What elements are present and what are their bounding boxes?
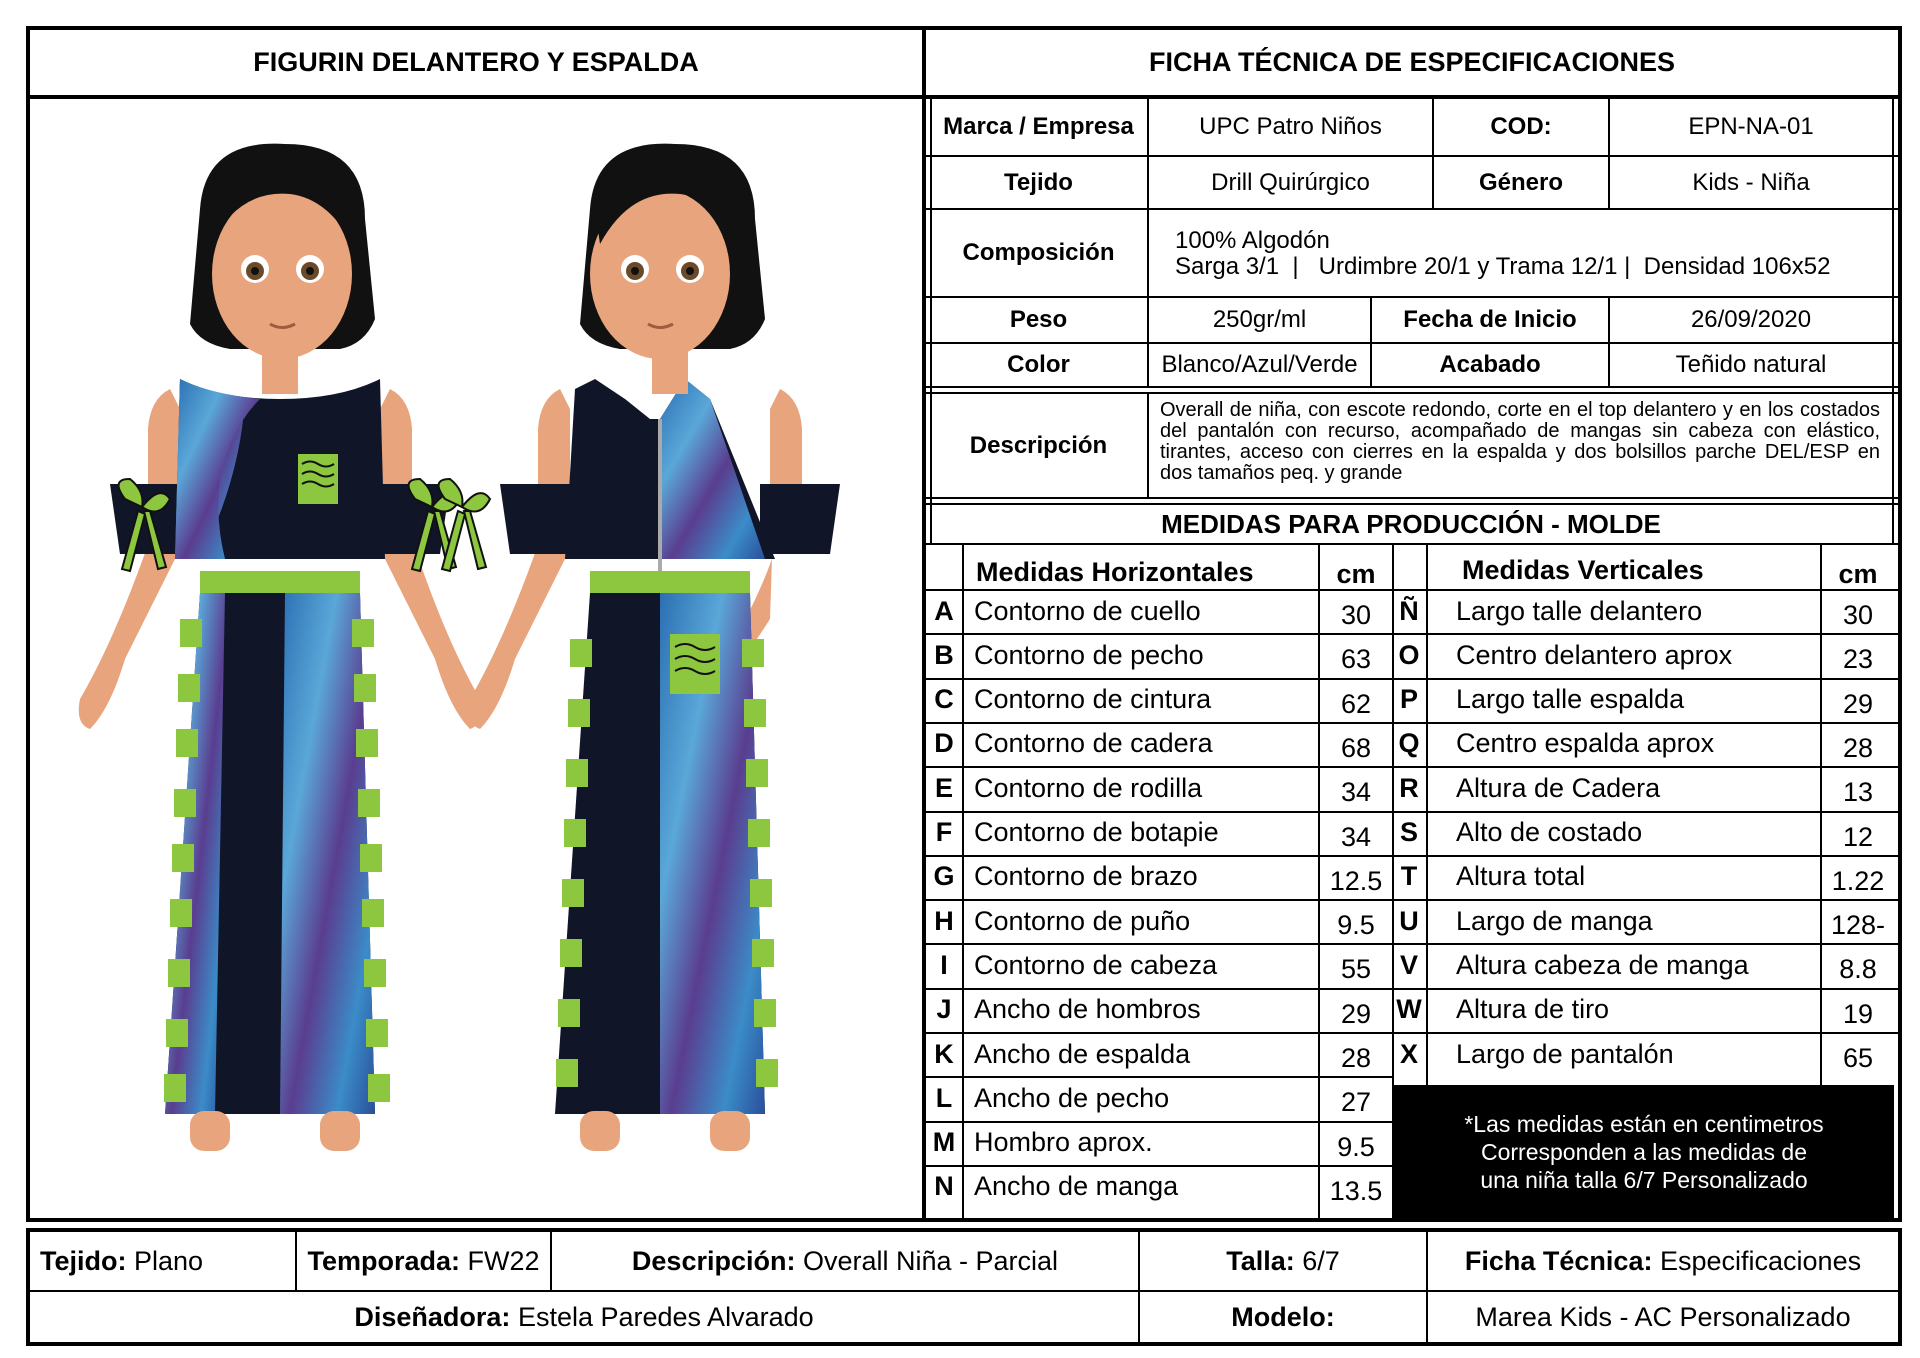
- v-row-letter: R: [1399, 772, 1419, 803]
- v-row-name: Altura de tiro: [1456, 994, 1610, 1025]
- h-row-letter: N: [934, 1171, 954, 1202]
- footer-talla-label: Talla:: [1226, 1245, 1295, 1276]
- footer-tejido-label: Tejido:: [40, 1245, 127, 1276]
- h-row-value: 34: [1340, 821, 1372, 852]
- v-row-value: 8.8: [1839, 954, 1877, 985]
- h-row-letter: H: [934, 905, 954, 936]
- h-row-name: Ancho de manga: [974, 1171, 1179, 1202]
- v-row-value: 23: [1842, 644, 1874, 675]
- h-row-letter: K: [934, 1038, 954, 1069]
- footer-modelo-value: Marea Kids - AC Personalizado: [1475, 1301, 1851, 1332]
- v-row-letter: P: [1399, 684, 1418, 715]
- composicion-label: Composición: [962, 239, 1115, 266]
- h-row-name: Contorno de cadera: [974, 728, 1213, 759]
- v-row-name: Altura total: [1456, 861, 1586, 892]
- h-row-letter: M: [932, 1127, 956, 1158]
- h-row-value: 63: [1340, 644, 1372, 675]
- v-row-value: 13: [1842, 777, 1874, 808]
- vertical-unit: cm: [1838, 559, 1878, 589]
- fecha-label: Fecha de Inicio: [1403, 306, 1577, 333]
- h-row-value: 29: [1340, 998, 1372, 1029]
- h-row-value: 55: [1340, 954, 1372, 985]
- footer-disenadora-label: Diseñadora:: [354, 1301, 511, 1332]
- ficha-header: FICHA TÉCNICA DE ESPECIFICACIONES: [1148, 47, 1676, 77]
- v-row-value: 128-: [1830, 910, 1886, 941]
- v-row-value: 30: [1842, 600, 1874, 630]
- v-row-letter: V: [1399, 949, 1418, 980]
- acabado-value: Teñido natural: [1675, 351, 1827, 378]
- genero-value: Kids - Niña: [1692, 168, 1810, 196]
- v-row-letter: Q: [1398, 728, 1420, 759]
- h-row-name: Contorno de cabeza: [974, 949, 1218, 980]
- v-row-value: 28: [1842, 732, 1874, 763]
- footer-modelo-label: [1140, 1292, 1426, 1342]
- color-value: Blanco/Azul/Verde: [1161, 351, 1358, 378]
- peso-label: Peso: [1009, 306, 1068, 333]
- h-row-letter: I: [940, 949, 948, 980]
- peso-value: 250gr/ml: [1212, 306, 1307, 333]
- footer-temporada: [297, 1232, 550, 1290]
- h-row-name: Contorno de rodilla: [974, 772, 1203, 803]
- h-row-value: 9.5: [1337, 1131, 1375, 1162]
- marca-value: UPC Patro Niños: [1199, 113, 1382, 140]
- footer-descripcion-label: Descripción:: [631, 1245, 796, 1276]
- h-row-letter: J: [936, 994, 952, 1025]
- footer-descripcion-value: Overall Niña - Parcial: [802, 1245, 1059, 1276]
- horizontal-title: Medidas Horizontales: [976, 557, 1254, 587]
- h-row-letter: F: [935, 817, 953, 847]
- tejido-value: Drill Quirúrgico: [1211, 168, 1370, 196]
- footer-ficha-label: Ficha Técnica:: [1464, 1245, 1653, 1276]
- h-row-name: Contorno de pecho: [974, 639, 1204, 670]
- tejido-label: Tejido: [1004, 168, 1073, 196]
- cod-label: COD:: [1490, 113, 1552, 140]
- acabado-label: Acabado: [1439, 351, 1541, 378]
- note-line3: una niña talla 6/7 Personalizado: [1480, 1166, 1808, 1193]
- h-row-value: 62: [1340, 688, 1372, 719]
- v-row-letter: U: [1399, 905, 1419, 936]
- v-row-name: Largo de pantalón: [1456, 1038, 1674, 1069]
- footer-temporada-label: Temporada:: [307, 1245, 460, 1276]
- h-row-value: 13.5: [1329, 1175, 1383, 1206]
- v-row-name: Alto de costado: [1456, 817, 1643, 847]
- v-row-value: 29: [1842, 688, 1874, 719]
- footer-tejido-value: Plano: [134, 1245, 204, 1276]
- v-row-name: Centro delantero aprox: [1456, 639, 1733, 670]
- note-box: [1394, 1085, 1894, 1218]
- marca-label: Marca / Empresa: [943, 113, 1134, 140]
- v-row-letter: W: [1396, 994, 1422, 1025]
- v-row-value: 65: [1842, 1043, 1874, 1073]
- footer-tejido: [30, 1232, 295, 1290]
- v-row-name: Altura de Cadera: [1456, 772, 1661, 803]
- figurin-header: FIGURIN DELANTERO Y ESPALDA: [253, 47, 699, 77]
- vertical-title: Medidas Verticales: [1462, 555, 1704, 585]
- note-line1: *Las medidas están en centimetros: [1464, 1110, 1824, 1137]
- h-row-value: 34: [1340, 777, 1372, 808]
- back-figure: [439, 144, 840, 1151]
- v-row-value: 19: [1842, 998, 1874, 1029]
- composicion-value: [1175, 228, 1885, 288]
- h-row-name: Ancho de espalda: [974, 1038, 1191, 1069]
- note-line2: Corresponden a las medidas de: [1480, 1138, 1808, 1165]
- color-label: Color: [1007, 351, 1070, 378]
- v-row-name: Centro espalda aprox: [1456, 728, 1715, 759]
- h-row-letter: E: [934, 772, 953, 803]
- footer-disenadora-value: Estela Paredes Alvarado: [517, 1301, 814, 1332]
- footer-talla-value: 6/7: [1302, 1245, 1340, 1276]
- v-row-letter: Ñ: [1399, 595, 1419, 626]
- genero-label: Género: [1478, 168, 1564, 196]
- front-figure: [79, 144, 482, 1151]
- h-row-name: Contorno de cintura: [974, 684, 1212, 715]
- h-row-name: Contorno de cuello: [974, 595, 1201, 626]
- h-row-name: Contorno de brazo: [974, 861, 1198, 892]
- v-row-value: 1.22: [1831, 865, 1885, 896]
- h-row-letter: L: [935, 1082, 953, 1113]
- v-row-name: Altura cabeza de manga: [1456, 949, 1749, 980]
- h-row-name: Ancho de pecho: [974, 1082, 1170, 1113]
- h-row-letter: A: [934, 595, 954, 626]
- v-row-name: Largo talle espalda: [1456, 684, 1685, 715]
- h-row-value: 9.5: [1337, 910, 1375, 941]
- garment-illustration: [30, 99, 922, 1219]
- fecha-value: 26/09/2020: [1690, 306, 1812, 333]
- footer-talla: [1140, 1232, 1426, 1290]
- footer-disenadora: [30, 1292, 1138, 1342]
- footer-ficha-value: Especificaciones: [1659, 1245, 1862, 1276]
- v-row-letter: O: [1398, 639, 1420, 670]
- medidas-title: MEDIDAS PARA PRODUCCIÓN - MOLDE: [1161, 508, 1661, 539]
- v-row-name: Largo de manga: [1456, 905, 1653, 936]
- h-row-letter: C: [934, 684, 954, 715]
- h-row-name: Contorno de botapie: [974, 817, 1219, 847]
- h-row-value: 12.5: [1329, 865, 1383, 896]
- h-row-name: Contorno de puño: [974, 905, 1191, 936]
- h-row-value: 68: [1340, 732, 1372, 763]
- footer-temporada-value: FW22: [467, 1245, 540, 1276]
- h-row-letter: G: [933, 861, 955, 892]
- h-row-value: 28: [1340, 1043, 1372, 1073]
- measurements-table: [926, 545, 1898, 1218]
- h-row-letter: D: [934, 728, 954, 759]
- h-row-name: Hombro aprox.: [974, 1127, 1153, 1158]
- cod-value: EPN-NA-01: [1688, 113, 1814, 140]
- descripcion-label: Descripción: [969, 431, 1108, 459]
- v-row-letter: T: [1400, 861, 1418, 892]
- v-row-letter: X: [1399, 1038, 1418, 1069]
- h-row-value: 30: [1340, 600, 1372, 630]
- v-row-value: 12: [1842, 821, 1874, 852]
- v-row-name: Largo talle delantero: [1456, 595, 1703, 626]
- v-row-letter: S: [1399, 817, 1418, 847]
- h-row-value: 27: [1340, 1087, 1372, 1118]
- composicion-line1: 100% Algodón: [1175, 227, 1330, 254]
- h-row-name: Ancho de hombros: [974, 994, 1201, 1025]
- footer-modelo-label-text: Modelo:: [1231, 1301, 1335, 1332]
- horizontal-unit: cm: [1336, 559, 1376, 589]
- footer-ficha: [1428, 1232, 1898, 1290]
- footer-descripcion: [552, 1232, 1138, 1290]
- h-row-letter: B: [934, 639, 954, 670]
- descripcion-value: Overall de niña, con escote redondo, corte en el top delantero y en los costados del pantalón con recurso, acompañado de mangas sin cabeza con elástico, tirantes, acceso con cierres en la espalda y dos bolsillos parche DEL/ESP en dos tamaños peq. y grande: [1160, 399, 1880, 484]
- composicion-line2: Sarga 3/1 | Urdimbre 20/1 y Trama 12/1 | Densidad 106x52: [1175, 253, 1831, 280]
